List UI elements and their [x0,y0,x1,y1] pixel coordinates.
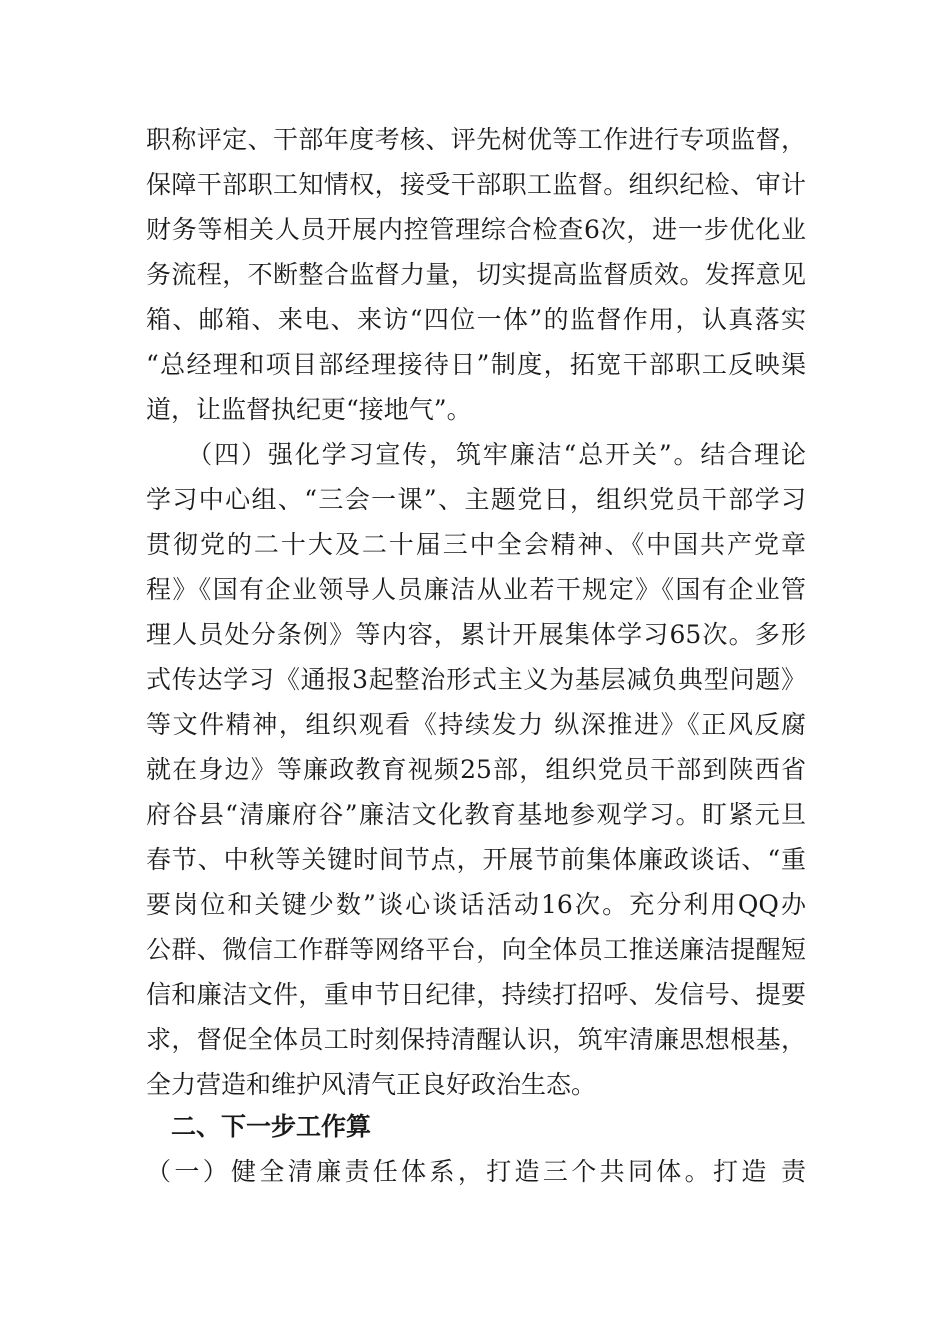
text-line: 等文件精神，组织观看《持续发力 纵深推进》《正风反腐 [146,710,806,739]
text-line: “总经理和项目部经理接待日”制度，拓宽干部职工反映渠 [146,350,806,379]
text-line: 就在身边》等廉政教育视频25部，组织党员干部到陕西省 [146,755,806,784]
text-line: 箱、邮箱、来电、来访“四位一体”的监督作用，认真落实 [146,305,806,334]
text-line: 全力营造和维护风清气正良好政治生态。 [146,1070,597,1099]
text-line: 保障干部职工知情权，接受干部职工监督。组织纪检、审计 [146,170,806,199]
text-line: 式传达学习《通报3起整治形式主义为基层减负典型问题》 [146,665,806,694]
text-line: 贯彻党的二十大及二十届三中全会精神、《中国共产党章 [146,530,806,559]
text-line: 府谷县“清廉府谷”廉洁文化教育基地参观学习。盯紧元旦 [146,800,806,829]
text-line: 信和廉洁文件，重申节日纪律，持续打招呼、发信号、提要 [146,980,806,1009]
text-line: 职称评定、干部年度考核、评先树优等工作进行专项监督， [146,125,806,154]
text-line: 程》《国有企业领导人员廉洁从业若干规定》《国有企业管 [146,575,806,604]
section-heading-four: （四）强化学习宣传，筑牢廉洁“总开关”。结合理论 [146,440,806,469]
text-line: 理人员处分条例》等内容，累计开展集体学习65次。多形 [146,620,806,649]
section-heading-two: 二、下一步工作算 [146,1112,372,1141]
subsection-heading-one: （一）健全清廉责任体系，打造三个共同体。打造 责 [146,1157,806,1186]
text-line: 公群、微信工作群等网络平台，向全体员工推送廉洁提醒短 [146,935,806,964]
text-line: 道，让监督执纪更“接地气”。 [146,395,472,424]
text-line: 学习中心组、“三会一课”、主题党日，组织党员干部学习 [146,485,806,514]
text-line: 要岗位和关键少数”谈心谈话活动16次。充分利用QQ办 [146,890,806,919]
text-line: 财务等相关人员开展内控管理综合检查6次，进一步优化业 [146,215,806,244]
text-line: 求，督促全体员工时刻保持清醒认识，筑牢清廉思想根基， [146,1025,806,1054]
text-line: 务流程，不断整合监督力量，切实提高监督质效。发挥意见 [146,260,806,289]
text-line: 春节、中秋等关键时间节点，开展节前集体廉政谈话、“重 [146,845,806,874]
